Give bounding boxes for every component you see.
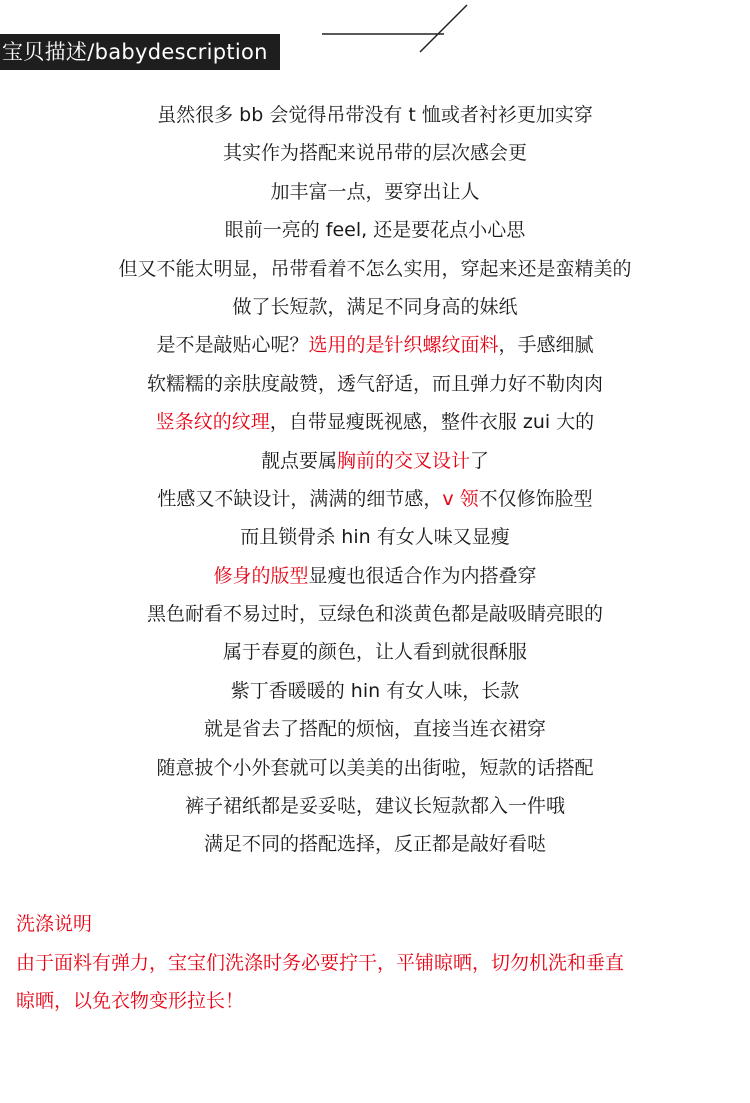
line-text: 加丰富一点，要穿出让人: [270, 180, 480, 203]
line-text: ，手感细腻: [498, 334, 594, 357]
highlight-text: 胸前的交叉设计: [336, 449, 470, 472]
line-text: 其实作为搭配来说吊带的层次感会更: [222, 142, 527, 165]
line-text: 性感又不缺设计，满满的细节感，: [157, 487, 443, 510]
description-line: [0, 710, 750, 748]
washing-heading: 洗涤说明: [16, 913, 93, 935]
line-text: 显瘦也很适合作为内搭叠穿: [308, 564, 537, 587]
description-line: [0, 442, 750, 480]
line-text: 是不是敲贴心呢？: [156, 334, 309, 357]
description-line: [0, 288, 750, 326]
description-line: [0, 480, 750, 518]
line-text: 但又不能太明显，吊带看着不怎么实用，穿起来还是蛮精美的: [118, 257, 632, 280]
description-text: [0, 96, 750, 864]
header-slash-line: [420, 5, 467, 52]
description-line: [0, 518, 750, 556]
description-line: [0, 557, 750, 595]
line-text: 就是省去了搭配的烦恼，直接当连衣裙穿: [203, 718, 546, 741]
description-line: [0, 96, 750, 134]
description-line: [0, 749, 750, 787]
highlight-text: 选用的是针织螺纹面料: [308, 334, 499, 357]
description-line: [0, 403, 750, 441]
description-line: [0, 825, 750, 863]
description-line: [0, 211, 750, 249]
description-line: [0, 595, 750, 633]
washing-line: 晾晒，以免衣物变形拉长！: [16, 990, 245, 1012]
line-text: 裤子裙纸都是妥妥哒，建议长短款都入一件哦: [184, 795, 565, 818]
washing-line: 由于面料有弹力，宝宝们洗涤时务必要拧干，平铺晾晒，切勿机洗和垂直: [16, 951, 625, 974]
description-line: [0, 173, 750, 211]
line-text: 而且锁骨杀 hin 有女人味又显瘦: [240, 526, 510, 549]
line-text: ，自带显瘦既视感，整件衣服 zui 大的: [269, 411, 595, 434]
line-text: 虽然很多 bb 会觉得吊带没有 t 恤或者衬衫更加实穿: [157, 104, 593, 126]
section-header: [0, 0, 750, 80]
line-text: 满足不同的搭配选择，反正都是敲好看哒: [203, 833, 546, 856]
line-text: 黑色耐看不易过时，豆绿色和淡黄色都是敲吸睛亮眼的: [146, 603, 603, 626]
header-title: 宝贝描述/babydescription: [0, 34, 280, 70]
highlight-text: 修身的版型: [213, 564, 309, 587]
line-text: 软糯糯的亲肤度敲赞，透气舒适，而且弹力好不勒肉肉: [146, 372, 603, 395]
description-line: [0, 365, 750, 403]
description-line: [0, 134, 750, 172]
description-line: [0, 250, 750, 288]
line-text: 眼前一亮的 feel, 还是要花点小心思: [224, 219, 526, 242]
description-line: [0, 633, 750, 671]
highlight-text: v 领: [442, 487, 479, 510]
line-text: 紫丁香暖暖的 hin 有女人味，长款: [230, 679, 520, 702]
line-text: 属于春夏的颜色，让人看到就很酥服: [222, 641, 527, 664]
highlight-text: 竖条纹的纹理: [155, 411, 270, 434]
line-text: 了: [470, 449, 490, 472]
line-text: 随意披个小外套就可以美美的出街啦，短款的话搭配: [156, 756, 594, 779]
description-line: [0, 787, 750, 825]
description-line: [0, 672, 750, 710]
line-text: 不仅修饰脸型: [478, 487, 593, 510]
line-text: 做了长短款，满足不同身高的妹纸: [232, 295, 518, 318]
line-text: 靓点要属: [260, 449, 337, 472]
washing-instructions: [16, 905, 736, 1021]
description-line: [0, 326, 750, 364]
